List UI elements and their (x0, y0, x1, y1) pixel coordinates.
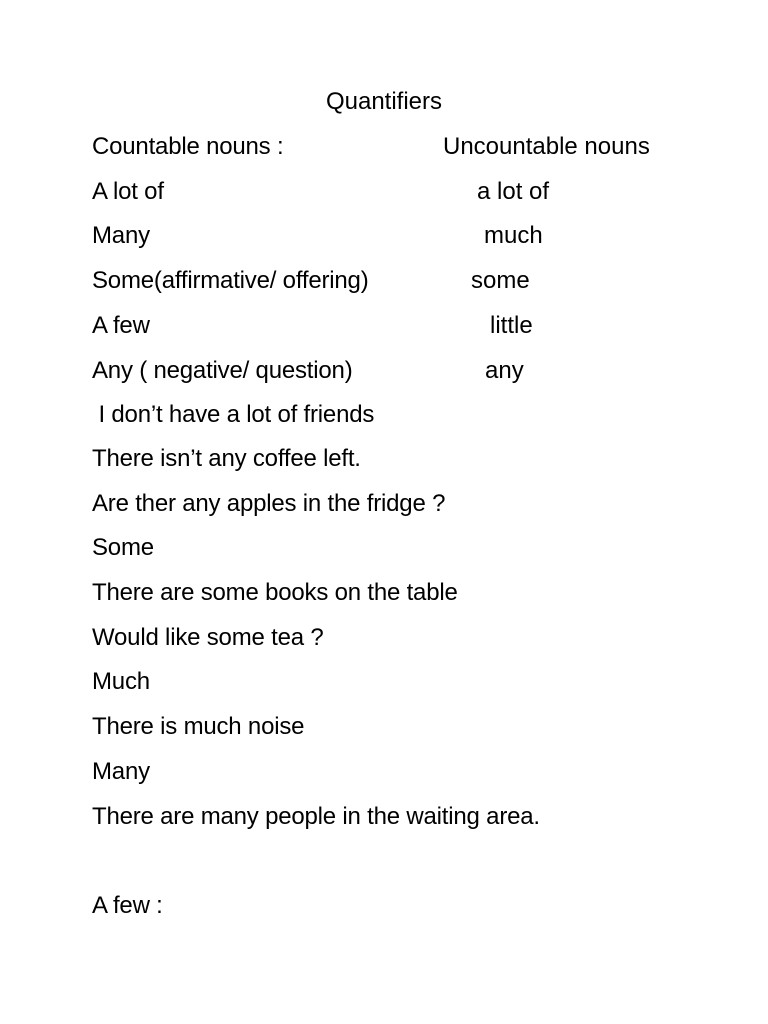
text-line: Would like some tea ? (92, 624, 324, 651)
countable-header: Countable nouns : (92, 133, 284, 160)
text-line: There isn’t any coffee left. (92, 445, 361, 472)
text-line: Much (92, 668, 150, 695)
uncountable-item: much (484, 222, 543, 249)
countable-item: Some(affirmative/ offering) (92, 267, 369, 294)
uncountable-item: little (490, 312, 533, 339)
text-line: There are some books on the table (92, 579, 458, 606)
uncountable-item: some (471, 267, 530, 294)
document-title: Quantifiers (325, 88, 443, 115)
countable-item: Any ( negative/ question) (92, 357, 353, 384)
countable-item: Many (92, 222, 150, 249)
countable-item: A lot of (92, 178, 164, 205)
countable-item: A few (92, 312, 150, 339)
uncountable-header: Uncountable nouns (443, 133, 650, 160)
uncountable-item: a lot of (477, 178, 550, 205)
text-line: I don’t have a lot of friends (92, 401, 375, 428)
text-line: Are ther any apples in the fridge ? (92, 490, 446, 517)
text-line: Many (92, 758, 150, 785)
text-line: There is much noise (92, 713, 305, 740)
text-line: Some (92, 534, 154, 561)
text-line: A few : (92, 892, 163, 919)
text-line: There are many people in the waiting area. (92, 803, 540, 830)
uncountable-item: any (485, 357, 524, 384)
